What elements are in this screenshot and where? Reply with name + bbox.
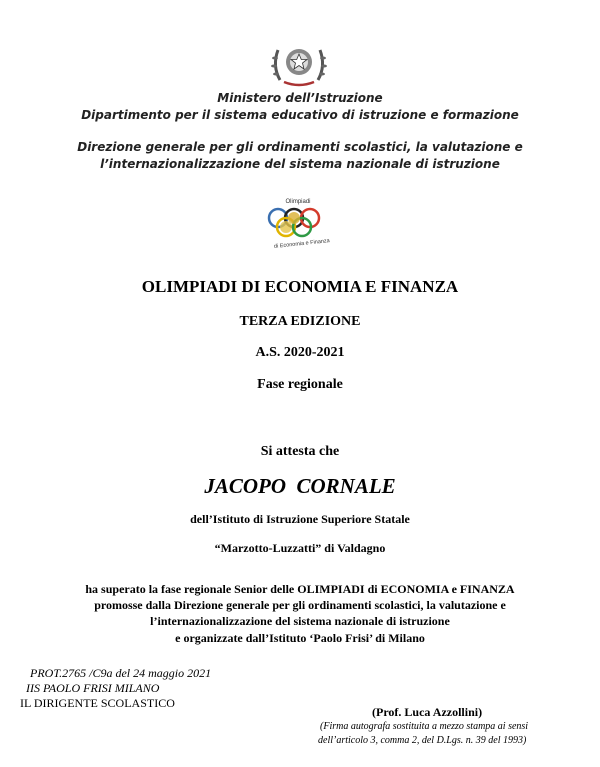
protocol-number: PROT.2765 /C9a del 24 maggio 2021 bbox=[30, 666, 212, 680]
school-name: IIS PAOLO FRISI MILANO bbox=[26, 681, 160, 695]
certificate-title: OLIMPIADI DI ECONOMIA E FINANZA bbox=[141, 277, 459, 296]
student-name: JACOPO CORNALE bbox=[204, 474, 396, 498]
ministry-name: Ministero dell’Istruzione bbox=[217, 91, 383, 105]
principal-role: IL DIRIGENTE SCOLASTICO bbox=[20, 696, 175, 710]
body-line-2: promosse dalla Direzione generale per gli ordinamenti scolastici, la valutazione e bbox=[94, 598, 506, 612]
body-line-4: e organizzate dall’Istituto ‘Paolo Frisi’ di Milano bbox=[175, 631, 425, 645]
institute-line: dell’Istituto di Istruzione Superiore Statale bbox=[190, 512, 410, 526]
direction-line-1: Direzione generale per gli ordinamenti scolastici, la valutazione e bbox=[77, 140, 523, 154]
body-line-3: l’internazionalizzazione del sistema nazionale di istruzione bbox=[150, 614, 450, 628]
logo-text-bottom: di Economia e Finanza bbox=[273, 238, 331, 250]
body-line-1: ha superato la fase regionale Senior delle OLIMPIADI di ECONOMIA e FINANZA bbox=[85, 582, 515, 596]
direction-line-2: l’internazionalizzazione del sistema nazionale di istruzione bbox=[100, 157, 500, 171]
attests-text: Si attesta che bbox=[260, 444, 340, 459]
olympiad-logo bbox=[264, 192, 336, 250]
signer-name: (Prof. Luca Azzollini) bbox=[372, 705, 483, 719]
department-name: Dipartimento per il sistema educativo di istruzione e formazione bbox=[81, 108, 519, 122]
signature-note-2: dell’articolo 3, comma 2, del D.Lgs. n. 39 del 1993) bbox=[318, 735, 527, 746]
italian-republic-emblem bbox=[268, 36, 330, 90]
institute-name: “Marzotto-Luzzatti” di Valdagno bbox=[214, 541, 386, 555]
school-year: A.S. 2020-2021 bbox=[255, 345, 345, 360]
signature-note-1: (Firma autografa sostituita a mezzo stampa ai sensi bbox=[320, 721, 529, 732]
phase: Fase regionale bbox=[257, 377, 343, 392]
edition: TERZA EDIZIONE bbox=[239, 314, 361, 329]
logo-text-top: Olimpiadi bbox=[285, 199, 311, 205]
